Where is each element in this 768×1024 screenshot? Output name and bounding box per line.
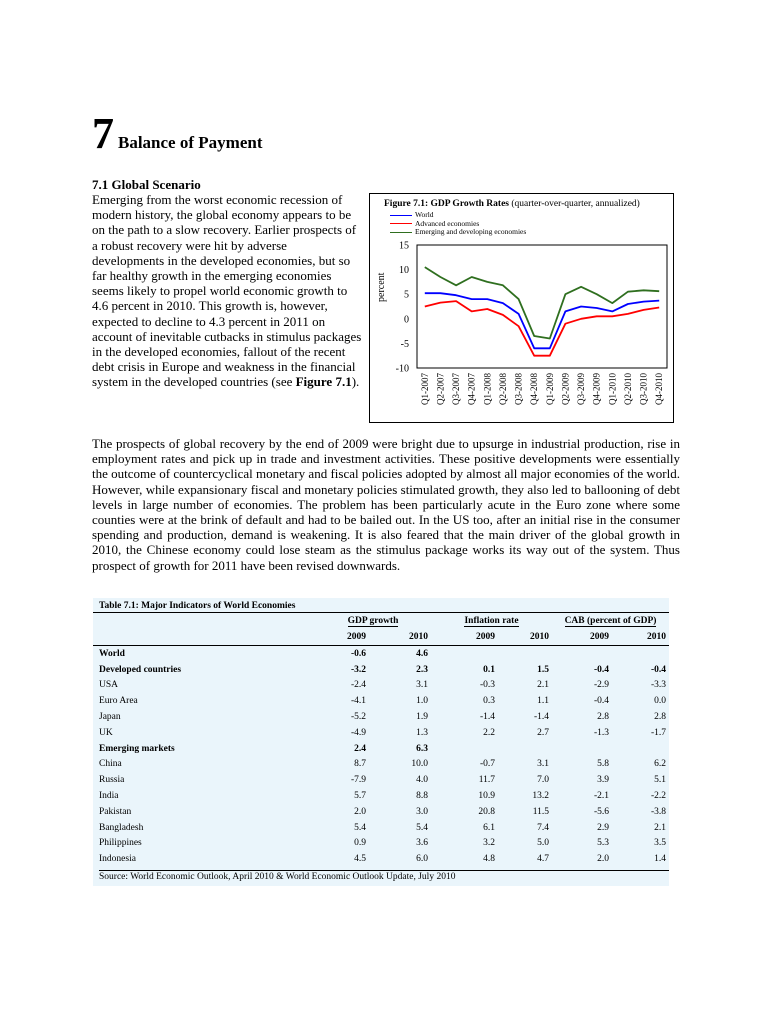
x-tick-label: Q2-2007	[435, 373, 446, 405]
table-cell	[612, 646, 669, 662]
table-cell: 4.8	[483, 854, 496, 865]
table-cell: 3.6	[416, 838, 429, 849]
y-tick-label: 10	[399, 265, 409, 277]
table-cell: 1.0	[416, 696, 429, 707]
table-row	[93, 757, 669, 773]
x-tick-label: Q1-2008	[482, 373, 493, 405]
intro-end: ).	[351, 374, 360, 390]
y-tick-label: -10	[395, 363, 409, 375]
table-cell: -2.4	[350, 680, 366, 691]
table-row	[93, 788, 669, 804]
series-line	[425, 293, 659, 348]
x-tick-label: Q3-2007	[451, 373, 462, 405]
y-axis-label: percent	[376, 272, 387, 302]
gdp-growth-chart	[370, 194, 673, 422]
section-heading: 7.1 Global Scenario	[92, 177, 201, 192]
row-label: Russia	[99, 775, 125, 786]
table-cell: 5.3	[597, 838, 610, 849]
table-cell: 3.1	[416, 680, 429, 691]
table-cell: 5.8	[597, 759, 610, 770]
intro-text: Emerging from the worst economic recession of modern history, the global economy appears to be on the path to a slow recovery. Earlier prospects of a robust recovery were hit by adverse developments in the developed economies, but so far healthy growth in the emerging economies seems likely to propel world economic growth to 4.6 percent in 2010. This growth is, however, expected to decline to 4.3 percent in 2011 on account of inevitable cutbacks in stimulus packages in the developed economies, fallout of the recent debt crisis in Europe and weakness in the financial system in the developed countries (see	[92, 192, 362, 390]
table-cell: -1.4	[533, 712, 550, 723]
table-cell: 5.1	[654, 775, 667, 786]
table-cell: 4.6	[416, 648, 429, 659]
row-label: China	[99, 759, 122, 770]
table-cell: 3.1	[537, 759, 550, 770]
x-tick-label: Q2-2009	[560, 373, 571, 405]
table-cell: 0.9	[354, 838, 366, 849]
y-tick-label: 15	[399, 240, 409, 252]
table-cell: 2.8	[654, 712, 667, 723]
table-cell	[612, 741, 669, 757]
table-cell: 5.4	[416, 822, 429, 833]
table-cell: 13.2	[532, 791, 550, 802]
x-tick-label: Q2-2010	[622, 373, 633, 405]
table-cell: -2.2	[650, 791, 667, 802]
header-year: 2010	[498, 629, 552, 646]
table-cell: 6.3	[416, 743, 429, 754]
row-label: Japan	[99, 712, 121, 723]
table-row	[93, 836, 669, 852]
table-cell: 11.7	[478, 775, 496, 786]
x-tick-label: Q4-2010	[654, 373, 665, 405]
table-cell: 6.2	[654, 759, 667, 770]
row-label: Pakistan	[99, 806, 132, 817]
table-cell: 5.0	[537, 838, 550, 849]
table-cell: 1.4	[654, 854, 667, 865]
table-cell: 0.0	[654, 696, 667, 707]
table-header-groups	[93, 613, 669, 630]
table-cell	[431, 741, 498, 757]
row-label: Bangladesh	[99, 822, 144, 833]
row-label: USA	[99, 680, 119, 691]
row-label: World	[99, 648, 125, 659]
table-cell: 5.7	[354, 791, 366, 802]
table-cell: 7.4	[537, 822, 550, 833]
table-cell: 8.8	[416, 791, 429, 802]
x-tick-label: Q4-2009	[591, 373, 602, 405]
table-header-years	[93, 629, 669, 646]
x-tick-label: Q4-2008	[529, 373, 540, 405]
table-cell: -2.1	[593, 791, 610, 802]
row-label: Philippines	[99, 838, 142, 849]
table-row	[93, 662, 669, 678]
indicators-table-box	[93, 598, 669, 886]
chapter-heading	[92, 109, 263, 158]
figure-reference: Figure 7.1	[295, 374, 352, 390]
table-cell: 2.7	[537, 727, 550, 738]
figure-caption-title: Figure 7.1: GDP Growth Rates	[384, 199, 509, 209]
table-cell: -4.1	[350, 696, 366, 707]
chapter-number: 7	[92, 109, 114, 158]
header-year: 2010	[369, 629, 431, 646]
table-row	[93, 804, 669, 820]
table-cell: 5.4	[354, 822, 366, 833]
header-year: 2010	[612, 629, 669, 646]
table-cell: 2.0	[597, 854, 610, 865]
table-cell: 10.0	[411, 759, 429, 770]
table-row	[93, 772, 669, 788]
table-cell	[552, 646, 612, 662]
table-cell: 0.1	[483, 664, 496, 675]
table-cell: 3.2	[483, 838, 496, 849]
row-label: UK	[99, 727, 113, 738]
table-row	[93, 851, 669, 867]
table-cell: 4.0	[416, 775, 429, 786]
table-cell	[552, 741, 612, 757]
table-cell: 2.4	[354, 743, 366, 754]
table-cell: -0.6	[350, 648, 366, 659]
table-cell: 20.8	[478, 806, 496, 817]
header-gdp-growth: GDP growth	[347, 616, 399, 626]
table-cell: 4.5	[354, 854, 366, 865]
chapter-title: Balance of Payment	[118, 133, 263, 152]
table-cell: 2.8	[597, 712, 610, 723]
table-cell	[498, 646, 552, 662]
table-cell: -4.9	[350, 727, 366, 738]
table-cell: -1.4	[479, 712, 496, 723]
header-cab: CAB (percent of GDP)	[564, 616, 657, 626]
table-cell: -5.6	[593, 806, 610, 817]
x-tick-label: Q1-2007	[419, 373, 430, 405]
row-label: Indonesia	[99, 854, 136, 865]
table-cell: -0.4	[650, 664, 667, 675]
table-row	[93, 678, 669, 694]
table-cell: 8.7	[354, 759, 366, 770]
row-label: Emerging markets	[99, 743, 175, 754]
table-cell: 0.3	[483, 696, 496, 707]
table-cell: 3.9	[597, 775, 610, 786]
x-tick-label: Q4-2007	[466, 373, 477, 405]
y-tick-label: -5	[400, 338, 409, 350]
header-year: 2009	[431, 629, 498, 646]
table-cell: 6.0	[416, 854, 429, 865]
table-cell: -5.2	[350, 712, 366, 723]
x-tick-label: Q3-2009	[576, 373, 587, 405]
plot-area	[417, 245, 667, 368]
table-cell: -7.9	[350, 775, 366, 786]
table-cell: 7.0	[537, 775, 550, 786]
x-tick-label: Q2-2008	[497, 373, 508, 405]
table-row	[93, 693, 669, 709]
table-cell: 4.7	[537, 854, 550, 865]
x-tick-label: Q3-2008	[513, 373, 524, 405]
table-row	[93, 709, 669, 725]
figure-caption-subtitle: (quarter-over-quarter, annualized)	[508, 199, 640, 209]
table-cell: 3.5	[654, 838, 667, 849]
table-cell: 1.9	[416, 712, 429, 723]
x-tick-label: Q3-2010	[638, 373, 649, 405]
header-year: 2009	[552, 629, 612, 646]
table-row	[93, 820, 669, 836]
indicators-table	[93, 612, 669, 867]
header-year: 2009	[315, 629, 369, 646]
table-row	[93, 646, 669, 662]
figure-7-1	[369, 193, 674, 423]
table-cell: -1.7	[650, 727, 667, 738]
table-cell: 2.0	[354, 806, 366, 817]
table-cell: 2.2	[483, 727, 496, 738]
body-paragraph: The prospects of global recovery by the end of 2009 were bright due to upsurge in industrial production, rise in employment rates and pick up in trade and investment activities. These positive developments were essentially the outcome of countercyclical monetary and fiscal policies adopted by almost all major economies of the world. However, while expansionary fiscal and monetary policies stimulated growth, they also led to ballooning of debt levels in large number of economies. The problem has been particularly acute in the Euro zone where some counties were at the brink of default and had to be bailed out. In the US too, after an initial rise in the consumer spending and production, demand is weakening. It is also feared that the main driver of the global growth in 2010, the Chinese economy could lose steam as the stimulus package works its way out of the system. Thus prospect of growth for 2011 have been revised downwards.	[92, 436, 680, 573]
table-row	[93, 725, 669, 741]
table-cell: 2.1	[654, 822, 667, 833]
table-cell: 11.5	[532, 806, 550, 817]
table-cell: -0.7	[479, 759, 496, 770]
legend-label: Advanced economies	[415, 218, 480, 228]
table-cell: 6.1	[483, 822, 496, 833]
table-cell	[431, 646, 498, 662]
table-cell: 2.9	[597, 822, 610, 833]
table-cell: -1.3	[593, 727, 610, 738]
table-title: Table 7.1: Major Indicators of World Economies	[99, 601, 296, 611]
row-label: Developed countries	[99, 664, 182, 675]
table-cell: 1.5	[537, 664, 550, 675]
row-label: India	[99, 791, 119, 802]
x-tick-label: Q1-2010	[607, 373, 618, 405]
table-cell: 1.1	[537, 696, 550, 707]
x-tick-label: Q1-2009	[544, 373, 555, 405]
table-row	[93, 741, 669, 757]
y-tick-label: 5	[404, 289, 409, 301]
legend-label: World	[415, 210, 434, 219]
intro-paragraph	[92, 192, 362, 390]
table-source: Source: World Economic Outlook, April 2010 & World Economic Outlook Update, July 2010	[99, 870, 669, 882]
table-cell: -0.3	[479, 680, 496, 691]
y-tick-label: 0	[404, 314, 409, 326]
table-cell: 1.3	[416, 727, 429, 738]
legend-label: Emerging and developing economies	[415, 227, 527, 236]
table-cell: -0.4	[593, 696, 610, 707]
table-cell: -0.4	[593, 664, 610, 675]
table-cell: -3.8	[650, 806, 667, 817]
table-cell: -3.3	[650, 680, 667, 691]
table-cell: 2.3	[416, 664, 429, 675]
table-cell: 2.1	[537, 680, 550, 691]
table-cell: -3.2	[350, 664, 366, 675]
table-cell	[498, 741, 552, 757]
table-cell: 3.0	[416, 806, 429, 817]
table-cell: -2.9	[593, 680, 610, 691]
table-cell: 10.9	[478, 791, 496, 802]
row-label: Euro Area	[99, 696, 138, 707]
header-inflation-rate: Inflation rate	[464, 616, 519, 626]
